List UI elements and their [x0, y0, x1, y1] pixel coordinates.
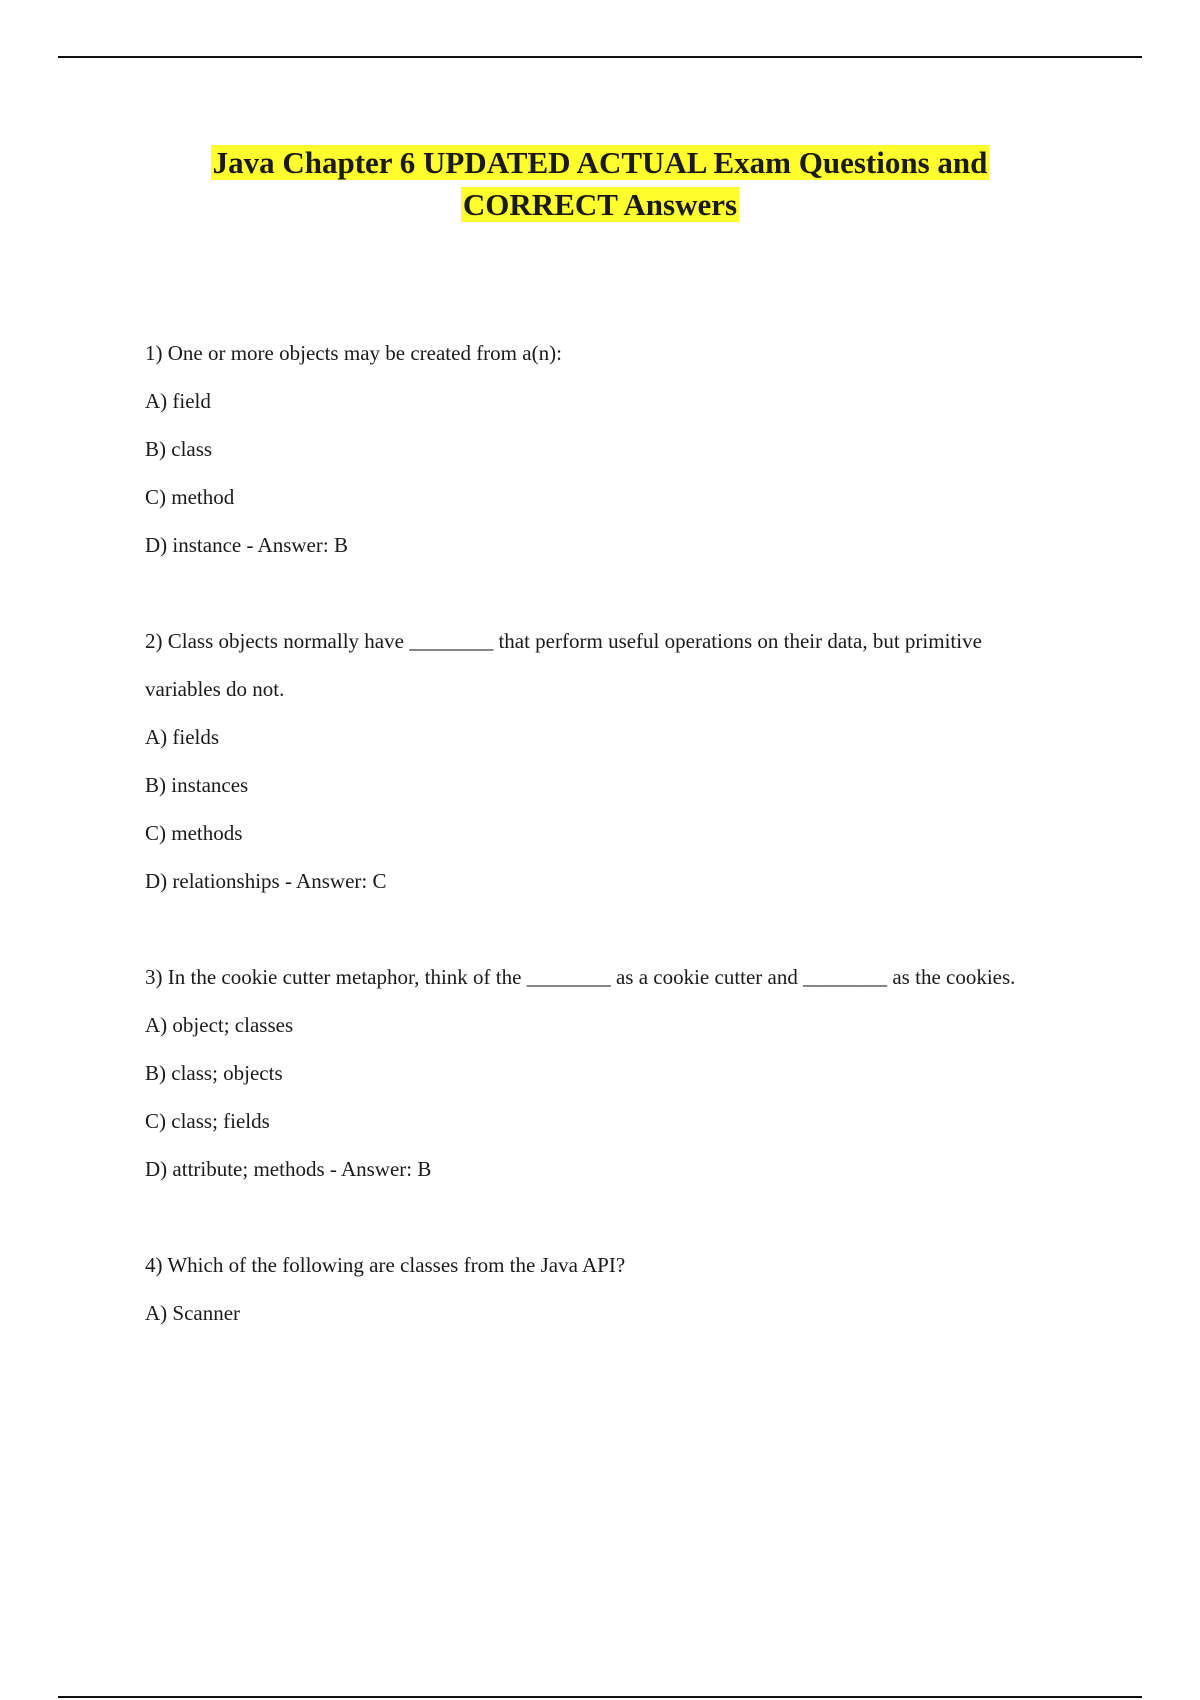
title-line-2: CORRECT Answers — [462, 187, 738, 222]
question-list — [145, 337, 1085, 1345]
answer-option: D) instance - Answer: B — [145, 533, 348, 557]
answer-option: A) field — [145, 389, 211, 413]
answer-option: D) relationships - Answer: C — [145, 869, 387, 893]
answer-option: B) class — [145, 437, 213, 461]
question-text: 4) Which of the following are classes from the Java API? — [145, 1253, 626, 1277]
question-block — [145, 625, 1085, 897]
answer-option: A) fields — [145, 725, 220, 749]
answer-option: B) class; objects — [145, 1061, 283, 1085]
question-block — [145, 337, 1085, 561]
answer-option: A) object; classes — [145, 1013, 294, 1037]
question-text: 1) One or more objects may be created from a(n): — [145, 341, 562, 365]
answer-option: C) method — [145, 485, 235, 509]
question-block — [145, 1249, 1085, 1329]
answer-option: D) attribute; methods - Answer: B — [145, 1157, 432, 1181]
answer-option: B) instances — [145, 773, 249, 797]
answer-option: C) class; fields — [145, 1109, 270, 1133]
footer-rule — [58, 1696, 1142, 1698]
question-text: 2) Class objects normally have ________ that perform useful operations on their data, but primitive — [145, 629, 982, 653]
answer-option: A) Scanner — [145, 1301, 241, 1325]
question-text: 3) In the cookie cutter metaphor, think of the ________ as a cookie cutter and ________ as the cookies. — [145, 965, 1016, 989]
header-rule — [58, 56, 1142, 58]
title-line-1: Java Chapter 6 UPDATED ACTUAL Exam Questions and — [212, 145, 988, 180]
document-title — [100, 142, 1100, 226]
question-text: variables do not. — [145, 677, 285, 701]
answer-option: C) methods — [145, 821, 243, 845]
question-block — [145, 961, 1085, 1185]
